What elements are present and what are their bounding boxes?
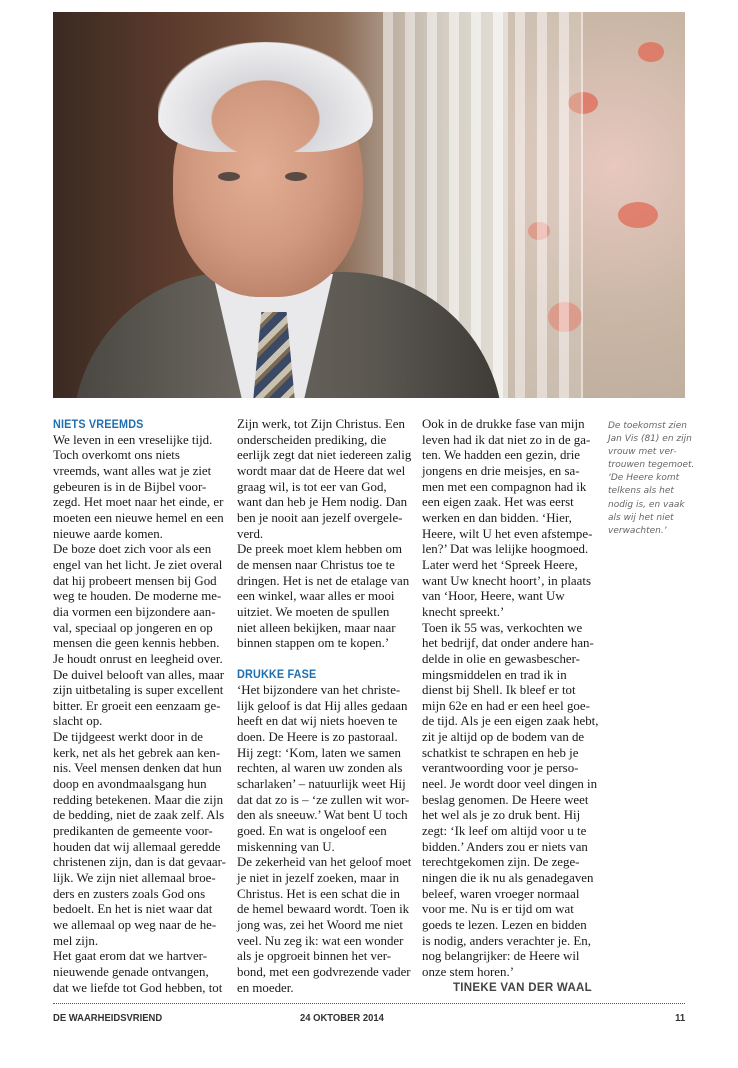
text-line: doop en avondmaalsgang hun <box>53 777 207 792</box>
text-line: De preek moet klem hebben om <box>237 542 403 557</box>
text-line: De tijdgeest werkt door in de <box>53 730 203 745</box>
text-line: val, speciaal op jongeren en op <box>53 620 213 635</box>
text-line: We leven in een vreselijke tijd. <box>53 432 213 447</box>
text-line: goed. En wat is ongeloof een <box>237 824 387 839</box>
page-number: 11 <box>675 1012 685 1024</box>
text-line: onze stem horen.’ <box>422 964 514 979</box>
text-line: uitziet. We moeten de spullen <box>237 604 390 619</box>
text-line: de hemel bewaard wordt. Toen ik <box>237 902 410 917</box>
text-line: zijn uitbetaling is super excellent <box>53 683 224 698</box>
text-line: De boze doet zich voor als een <box>53 542 212 557</box>
text-line: mijn 62e en had er een heel goe- <box>422 698 590 713</box>
text-line: ningen die ik nu als genadegaven <box>422 871 594 886</box>
text-line: engel van het licht. Je ziet overal <box>53 557 223 572</box>
text-line: mel zijn. <box>53 933 99 948</box>
text-line: mingsmiddelen en trad ik in <box>422 667 567 682</box>
text-line: Toen ik 55 was, verkochten we <box>422 620 583 635</box>
text-line: bidden.’ Anders zou er niets van <box>422 839 588 854</box>
text-line: Het gaat erom dat we hartver- <box>53 949 207 964</box>
text-line: verantwoording voor je perso- <box>422 761 579 776</box>
text-line: want dan heb je Hem nodig. Dan <box>237 495 408 510</box>
text-line: lijk. We zijn niet allemaal broe- <box>53 871 216 886</box>
text-line: nieuwe aarde komen. <box>53 526 163 541</box>
text-line: nieuwende genade ontvangen, <box>53 964 209 979</box>
text-line: ‘Het bijzondere van het christe- <box>237 683 401 698</box>
text-line: bitter. Er groeit een eenzaam ge- <box>53 698 221 713</box>
text-line: veel. Nu zeg ik: wat een wonder <box>237 933 404 948</box>
text-line: als je opgroeit binnen het ver- <box>237 949 392 964</box>
text-line: christenen zijn, dan is dat gevaar- <box>53 855 226 870</box>
text-line: heeft en dat wij niets hoeven te <box>237 714 398 729</box>
caption-line: De toekomst zien <box>608 421 687 431</box>
text-line: vreemds, want alles wat je ziet <box>53 463 212 478</box>
caption-line: trouwen tegemoet. <box>608 460 695 471</box>
text-line: de tijd. Als je een eigen zaak hebt, <box>422 714 599 729</box>
photo-caption <box>608 420 698 538</box>
text-line: Heere, wilt U het even afstempe- <box>422 526 593 541</box>
text-line: miskenning van U. <box>237 839 335 854</box>
text-line: is nodig, anders verachter je. En, <box>422 933 591 948</box>
text-line: Toch overkomt ons niets <box>53 448 180 463</box>
text-line: De duivel belooft van alles, maar <box>53 667 225 682</box>
caption-line: vrouw met ver- <box>608 447 677 458</box>
text-line: ben je nooit aan jezelf overgele- <box>237 510 403 525</box>
caption-line: nodig is, en vaak <box>608 499 685 510</box>
text-line: rechten, al waren uw zonden als <box>237 761 403 776</box>
article-photo <box>53 12 685 398</box>
text-line: goeds te lezen. Lezen en bidden <box>422 918 587 932</box>
text-line: den als sneeuw.’ Wat bent U toch <box>237 808 408 823</box>
author-byline: TINEKE VAN DER WAAL <box>452 981 592 994</box>
text-line: de bedding, niet de zaak zelf. Als <box>53 808 225 823</box>
text-line: schatkist te schrapen en heb je <box>422 745 579 760</box>
text-line: knecht spreekt.’ <box>422 604 505 619</box>
text-line: Christus. Het is een schat die in <box>237 886 400 901</box>
text-line: men met een compagnon had ik <box>422 479 587 494</box>
issue-date: 24 OKTOBER 2014 <box>300 1012 384 1024</box>
text-line: zit je altijd op de bodem van de <box>422 730 585 745</box>
text-line: Later werd het ‘Spreek Heere, <box>422 557 578 572</box>
text-line: een winkel, waar alles er mooi <box>237 589 395 604</box>
caption-line: als wij het niet <box>608 512 674 523</box>
text-line: voor me. Nu is er tijd om wat <box>422 902 574 917</box>
publication-name: DE WAARHEIDSVRIEND <box>53 1012 163 1024</box>
text-line: dienst bij Shell. Ik bleef er tot <box>422 683 576 698</box>
text-line: een eigen zaak. Het was eerst <box>422 495 574 510</box>
text-line: redding betekenen. Maar die zijn <box>53 792 224 807</box>
caption-line: ‘De Heere komt <box>608 473 680 484</box>
text-line: dia vormen een bijzondere aan- <box>53 604 216 619</box>
text-line: mensen die geen kennis hebben. <box>53 636 220 651</box>
text-line: niet alleen bekijken, maar naar <box>237 620 396 635</box>
text-line: onderscheiden prediking, die <box>237 432 387 447</box>
text-line: nis. Veel mensen denken dat hun <box>53 761 222 776</box>
text-line: delde in olie en gewasbescher- <box>422 651 580 666</box>
article-column-3 <box>422 417 598 996</box>
text-line: terechtgekomen zijn. De zege- <box>422 855 580 870</box>
text-line: en moeder. <box>237 980 294 995</box>
text-line: Zijn werk, tot Zijn Christus. Een <box>237 417 405 431</box>
text-line: graag wil, is tot eer van God, <box>237 479 387 494</box>
footer-divider <box>53 1003 685 1004</box>
caption-line: verwachten.’ <box>608 525 667 536</box>
text-line: het bedrijf, dat onder andere han- <box>422 636 594 651</box>
text-line: jong was, zei het Woord me niet <box>237 917 403 932</box>
section-heading: DRUKKE FASE <box>237 667 317 682</box>
text-line: wordt maar dat de Heere dat wel <box>237 463 406 478</box>
text-line: Hij zegt: ‘Kom, laten we samen <box>237 745 401 760</box>
text-line: ders en zusters zoals God ons <box>53 886 206 901</box>
article-column-2 <box>237 417 413 996</box>
text-line: zegt: ‘Ik leef om altijd voor u te <box>422 824 587 839</box>
text-line: De zekerheid van het geloof moet <box>237 855 412 870</box>
text-line: dringen. Het is net de etalage van <box>237 573 410 588</box>
text-line: nog belangrijker: de Heere wil <box>422 949 580 964</box>
text-line: ten. We hadden een gezin, drie <box>422 448 580 463</box>
text-line: kerk, net als het gebrek aan ken- <box>53 745 221 760</box>
text-line: je niet in jezelf zoeken, maar in <box>237 871 400 886</box>
caption-line: Jan Vis (81) en zijn <box>608 434 692 445</box>
text-line: moeten een nieuwe hemel en een <box>53 510 224 525</box>
text-line: neel. Je wordt door veel dingen in <box>422 777 598 792</box>
text-line: van ‘Hoor, Heere, want Uw <box>422 589 565 604</box>
hair <box>158 42 373 152</box>
text-line: houden dat wij allemaal geredde <box>53 839 221 854</box>
text-line: zegd. Het moet naar het einde, er <box>53 495 224 510</box>
text-line: binnen stappen om te kopen.’ <box>237 636 390 651</box>
text-line: werken en dan bidden. ‘Hier, <box>422 510 572 525</box>
text-line: beleef, waren vroeger normaal <box>422 886 580 901</box>
text-line: het wel als je zo druk bent. Hij <box>422 808 581 823</box>
text-line: beslag genomen. De Heere weet <box>422 792 589 807</box>
text-line: leven had ik dat niet zo in de ga- <box>422 432 591 447</box>
text-line: jongens en drie meisjes, en sa- <box>422 463 580 478</box>
text-line: scharlaken’ – natuurlijk weet Hij <box>237 777 406 792</box>
text-line: want Uw knecht hoort’, in plaats <box>422 573 591 588</box>
text-line: de mensen naar Christus toe te <box>237 557 395 572</box>
text-line: len?’ Dat was lelijke hoogmoed. <box>422 542 589 557</box>
text-line: Je houdt onrust en leegheid over. <box>53 651 223 666</box>
text-line: verd. <box>237 526 264 541</box>
text-line: eerlijk zegt dat niet iedereen zalig <box>237 448 412 463</box>
text-line: weg te houden. De moderne me- <box>53 589 222 604</box>
caption-line: telkens als het <box>608 486 674 497</box>
text-line: dat hij probeert mensen bij God <box>53 573 217 588</box>
article-column-1 <box>53 417 229 996</box>
section-heading: NIETS VREEMDS <box>53 417 144 431</box>
text-line: bedoelt. En het is niet waar dat <box>53 902 213 917</box>
text-line: dat we liefde tot God hebben, tot <box>53 980 223 995</box>
text-line: we allemaal op weg naar de he- <box>53 918 217 932</box>
text-line: gebeuren is in de Bijbel voor- <box>53 479 207 494</box>
text-line: slacht op. <box>53 714 103 729</box>
text-line: doen. De Heere is zo pastoraal. <box>237 730 398 745</box>
text-line: dat dat zo is – ‘ze zullen wit wor- <box>237 792 410 807</box>
paragraph-gap <box>237 652 413 668</box>
text-line: Ook in de drukke fase van mijn <box>422 417 585 431</box>
text-line: lijk geloof is dat Hij alles gedaan <box>237 698 408 713</box>
text-line: predikanten de gemeente voor- <box>53 824 213 839</box>
text-line: bond, met een godvrezende vader <box>237 964 411 979</box>
